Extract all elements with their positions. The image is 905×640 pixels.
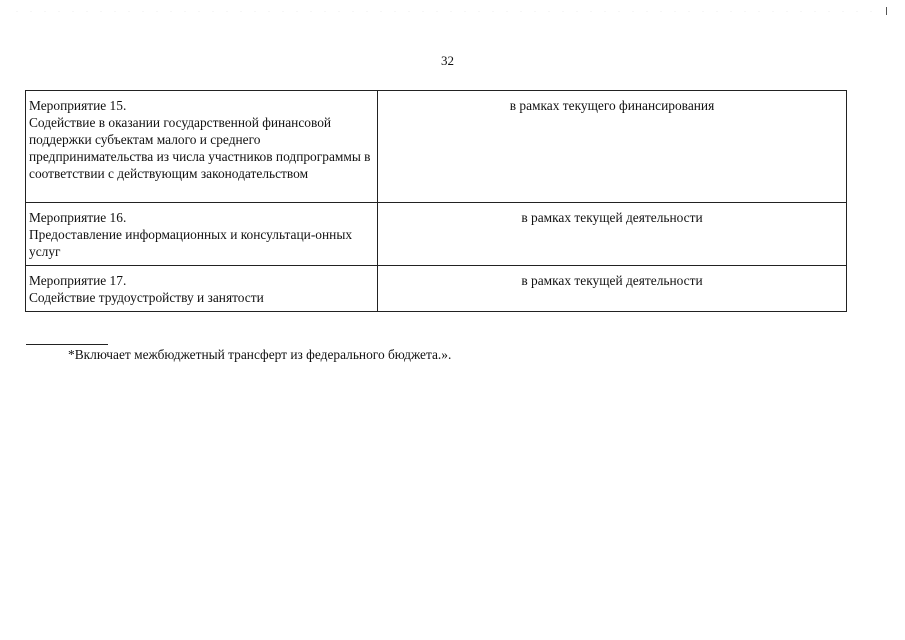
measure-title: Мероприятие 16. — [29, 210, 127, 225]
footnote-rule — [26, 344, 108, 345]
measure-description: Содействие трудоустройству и занятости — [29, 290, 264, 305]
scan-noise — [10, 11, 880, 12]
measures-table — [25, 90, 847, 312]
table-row — [26, 203, 847, 266]
measure-description: Предоставление информационных и консультаци-онных услуг — [29, 227, 353, 259]
measure-title: Мероприятие 17. — [29, 273, 127, 288]
measure-cell — [26, 203, 378, 266]
funding-cell: в рамках текущей деятельности — [378, 266, 847, 312]
scan-mark — [886, 7, 887, 15]
measure-title: Мероприятие 15. — [29, 98, 127, 113]
table-row — [26, 91, 847, 203]
measure-cell — [26, 266, 378, 312]
funding-cell: в рамках текущей деятельности — [378, 203, 847, 266]
funding-cell: в рамках текущего финансирования — [378, 91, 847, 203]
measure-description: Содействие в оказании государственной финансовой поддержки субъектам малого и среднего предпринимательства из числа участников подпрограммы в соответствии с действующим законодательством — [29, 115, 371, 181]
measure-cell — [26, 91, 378, 203]
page-number: 32 — [441, 53, 454, 68]
table-row — [26, 266, 847, 312]
footnote-text: *Включает межбюджетный трансферт из федерального бюджета.». — [68, 347, 452, 362]
